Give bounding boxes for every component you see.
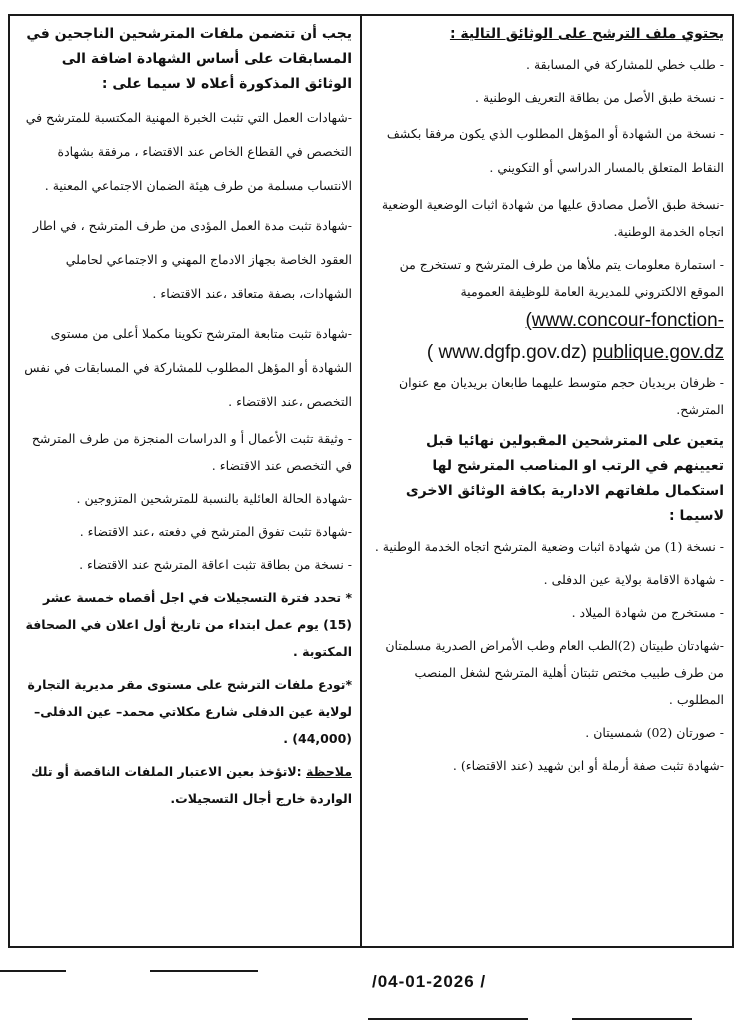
list-item: -نسخة طبق الأصل مصادق عليها من شهادة اثبات الوضعية الوضعية اتجاه الخدمة الوطنية.	[381, 197, 724, 239]
footer-rule	[368, 1018, 528, 1020]
remark	[20, 758, 352, 812]
footer-rule	[150, 970, 258, 972]
list-item: - نسخة من بطاقة تثبت اعاقة المترشح عند الاقتضاء .	[79, 557, 352, 572]
url-line-2	[372, 337, 724, 369]
list-item: - طلب خطي للمشاركة في المسابقة .	[526, 57, 724, 72]
remark-text: :لاتؤخذ بعين الاعتبار الملفات الناقصة أو تلك الواردة خارج أجال التسجيلات.	[31, 764, 352, 806]
website-url-part-3[interactable]: publique.gov.dz	[592, 342, 724, 363]
footer-rule	[572, 1018, 692, 1020]
list-item: -شهادة تثبت تفوق المترشح في دفعته ،عند الاقتضاء .	[79, 524, 352, 539]
footer-rule	[0, 970, 66, 972]
remark-label: ملاحظة	[306, 764, 352, 779]
list-item: - استمارة معلومات يتم ملأها من طرف المترشح و تستخرج من الموقع الالكتروني للمديرية العامة للوظيفة العمومية	[399, 257, 724, 299]
list-item: -شهادة تثبت مدة العمل المؤدى من طرف المترشح ، في اطار العقود الخاصة بجهاز الادماج المهني و الاجتماعي لحاملي الشهادات، بصفة متعاقد ،عند الاقتضاء .	[33, 218, 352, 301]
url-line-1	[372, 305, 724, 337]
list-item: -شهادة تثبت متابعة المترشح تكوينا مكملا أعلى من مستوى الشهادة أو المؤهل المطلوب للمشاركة في المسابقات في نفس التخصص ،عند الاقتضاء .	[24, 326, 352, 409]
list-item: - نسخة طبق الأصل من بطاقة التعريف الوطنية .	[475, 90, 724, 105]
right-column-heading-2: يتعين على المترشحين المقبولين نهائيا قبل تعيينهم في الرتب او المناصب المترشح لها استكمال ملفاتهم الادارية بكافة الوثائق الاخرى لاسيما :	[405, 433, 724, 524]
list-item: -شهادة تثبت صفة أرملة أو ابن شهيد (عند الاقتضاء) .	[452, 758, 724, 773]
list-item: -شهادتان طبيتان (2)الطب العام وطب الأمراض الصدرية مسلمتان من طرف طبيب مختص تثبتان أهلية المترشح لشغل المنصب المطلوب .	[385, 638, 724, 707]
list-item: - وثيقة تثبت الأعمال أ و الدراسات المنجزة من طرف المترشح في التخصص عند الاقتضاء .	[31, 431, 352, 473]
list-item: -شهادات العمل التي تثبت الخبرة المهنية المكتسبة للمترشح في التخصص في القطاع الخاص عند الاقتضاء ، مرفقة بشهادة الانتساب مسلمة من طرف هيئة الضمان الاجتماعي المعنية .	[25, 110, 352, 193]
list-item: - شهادة الاقامة بولاية عين الدفلى .	[543, 572, 724, 587]
list-item: - صورتان (02) شمسيتان .	[585, 725, 724, 740]
list-item: - نسخة من الشهادة أو المؤهل المطلوب الذي يكون مرفقا بكشف النقاط المتعلق بالمسار الدراسي أو التكويني .	[386, 126, 724, 175]
website-url-part-2[interactable]: ( www.dgfp.gov.dz)	[426, 342, 588, 363]
submission-location-note: *تودع ملفات الترشح على مستوى مقر مديرية التجارة لولاية عين الدفلى شارع مكلاتي محمد– عين الدفلى– (44,000) .	[27, 677, 352, 746]
registration-period-note: * تحدد فترة التسجيلات في اجل أقصاه خمسة عشر (15) يوم عمل ابتداء من تاريخ أول اعلان في الصحافة المكتوبة .	[25, 590, 352, 659]
list-item: - نسخة (1) من شهادة اثبات وضعية المترشح اتجاه الخدمة الوطنية .	[374, 539, 724, 554]
list-item: - مستخرج من شهادة الميلاد .	[571, 605, 724, 620]
list-item: - ظرفان بريديان حجم متوسط عليهما طابعان بريديان مع عنوان المترشح.	[398, 375, 724, 417]
left-column-heading: يجب أن تتضمن ملفات المترشحين الناجحين في المسابقات على أساس الشهادة اضافة الى الوثائق المذكورة أعلاه لا سيما على :	[26, 26, 352, 92]
right-column-heading: يحتوي ملف الترشح على الوثائق التالية :	[449, 26, 724, 42]
right-column	[366, 22, 728, 942]
publication-date: /04-01-2026 /	[372, 972, 487, 991]
column-divider	[360, 14, 362, 948]
left-column	[14, 22, 356, 942]
website-url-part-1[interactable]: (www.concour-fonction-	[525, 310, 724, 331]
list-item: -شهادة الحالة العائلية بالنسبة للمترشحين المتزوجين .	[76, 491, 352, 506]
